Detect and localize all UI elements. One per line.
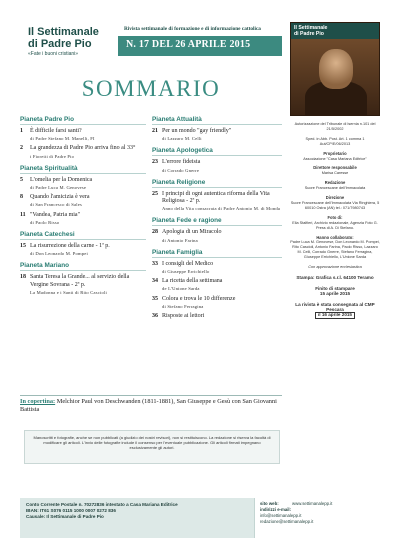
cover-title-line1: Il Settimanale (294, 25, 328, 31)
article-author: di Lazzaro M. Celli (162, 136, 202, 142)
colophon-photo (290, 216, 380, 231)
article-author: de L'Unione Sarda (162, 286, 200, 292)
redazione-value: Suore Francescane dell'Immacolata (304, 186, 366, 191)
article-author: di Corrado Gnerre (162, 167, 200, 173)
article-title: "Vandea, Patria mia" (30, 211, 81, 218)
article-author: di Padre Luca M. Genovese (30, 185, 87, 191)
colophon-print: Stampa: Grafica s.r.l. 64100 Teramo (296, 274, 374, 280)
item-text-wrap (30, 194, 146, 208)
article-author: di San Francesco di Sales (30, 202, 82, 208)
brand-title-line1: Il Settimanale (28, 26, 99, 38)
article-title: L'errore fideista (162, 159, 201, 166)
article-author: di Antonio Farina (162, 237, 198, 243)
footer (20, 498, 380, 538)
contents-item[interactable] (20, 274, 146, 296)
page-number: 36 (152, 313, 158, 320)
page-number: 11 (20, 211, 26, 218)
section-heading: Pianeta Padre Pio (20, 116, 146, 125)
article-title: I consigli del Medico (162, 260, 214, 267)
closed-label: Finito di stampare (315, 285, 355, 291)
section-heading: Pianeta Apologetica (152, 147, 282, 156)
article-author: di Giuseppe Errichiello (162, 269, 210, 275)
direzione-label: Direzione (325, 195, 345, 201)
article-title: Colora e trova le 10 differenze (162, 295, 236, 302)
iban: IBAN: IT61 S076 0115 1000 0007 0272 836 (26, 508, 116, 514)
colophon-authorization: Autorizzazione del Tribunale di Isernia n.101 del 21/5/2002 (294, 122, 376, 131)
article-author: di Stefano Ferragina (162, 303, 204, 309)
article-title: Santa Teresa la Grande... al servizio della Vergine Sovrana - 2ª p. (30, 274, 130, 288)
email-info-link[interactable]: info@settimanalepp.it (260, 513, 302, 518)
item-text-wrap (162, 296, 282, 310)
page-number: 35 (152, 295, 158, 302)
item-text-wrap (162, 278, 282, 292)
article-title: Risposte ai lettori (162, 313, 205, 320)
page-number: 23 (152, 159, 158, 166)
colophon-director (290, 166, 380, 176)
cover-title-line2: di Padre Pio (294, 31, 324, 37)
payment-info (20, 498, 254, 538)
colophon-owner (290, 152, 380, 162)
cover-title (291, 23, 379, 39)
article-title: È difficile farsi santi? (30, 128, 82, 134)
page-number: 1 (20, 128, 23, 134)
cover-thumbnail (290, 22, 380, 116)
redazione-label: Redazione (324, 180, 346, 186)
photo-label: Foto di: (327, 214, 343, 220)
cover-figure-face (319, 49, 353, 89)
contents-item[interactable] (20, 177, 146, 191)
section-heading: Pianeta Fede e ragione (152, 217, 282, 226)
item-text-wrap (30, 212, 146, 226)
masthead (20, 22, 282, 66)
section-heading: Pianeta Attualità (152, 116, 282, 125)
section-heading: Pianeta Religione (152, 179, 282, 188)
article-title: L'omelia per la Domenica (30, 176, 93, 183)
page-title: SOMMARIO (81, 76, 221, 101)
section-heading: Pianeta Catechesi (20, 231, 146, 240)
photo-value: Elia Stalfieri, Archivio redazionale, Agenzia Foto G. Press di A. Di Stefano. (292, 220, 378, 230)
page-number: 15 (20, 243, 26, 250)
item-text-wrap (30, 177, 146, 191)
page-number: 33 (152, 260, 158, 267)
colophon-postal: Sped. in Abb. Post. Art. 1 comma 1 Aut/CP/E/06/2013 (305, 136, 365, 146)
contents-item[interactable] (20, 145, 146, 159)
colophon (290, 122, 380, 319)
contents-column-right (152, 116, 282, 323)
direzione-value: Suore Francescane dell'Immacolata Via Ringhiera, 5 60010 Ostra (AN) tel.: 071/7980743 (290, 200, 380, 210)
contents-item[interactable] (20, 212, 146, 226)
item-text-wrap (162, 128, 282, 142)
owner-value: Associazione "Casa Mariana Editrice" (303, 156, 367, 161)
item-text-wrap (30, 243, 146, 257)
cover-caption-text: Melchior Paul von Deschwanden (1811-1881), San Giuseppe e Gesù con San Giovanni Battista (20, 398, 277, 413)
email-heading: indirizzi e-mail: (260, 507, 292, 512)
contents-item[interactable] (152, 128, 282, 142)
page-number: 34 (152, 278, 158, 285)
section-heading: Pianeta Spiritualità (20, 165, 146, 174)
article-author: La Madonna e i Santi di Rito Cascioli (30, 289, 107, 295)
article-title: La risurrezione della carne - 1ª p. (30, 243, 110, 250)
contents-column-left (20, 116, 146, 299)
item-text-wrap (30, 145, 146, 159)
brand-motto: «Fate i buoni cristiani» (28, 51, 79, 57)
delivered-date: il 16 aprile 2015 (315, 312, 355, 319)
page-number: 2 (20, 145, 23, 152)
article-author: i Fioretti di Padre Pio (30, 153, 75, 159)
item-text-wrap (162, 191, 282, 213)
contents-item[interactable] (152, 313, 282, 320)
contents-item[interactable] (152, 191, 282, 213)
item-text-wrap (162, 159, 282, 173)
website-label: sito web: (260, 501, 279, 506)
director-label: Direttore responsabile (313, 165, 357, 171)
postal-account: Conto Corrente Postale n. 70272836 intestato a Casa Mariana Editrice (26, 502, 178, 507)
contents-item[interactable] (152, 261, 282, 275)
magazine-subtitle: Rivista settimanale di formazione e di informazione cattolica (118, 22, 282, 36)
item-text-wrap (162, 261, 282, 275)
page-number: 28 (152, 229, 158, 236)
article-author: Anno della Vita consacrata di Padre Antonio M. di Monda (162, 206, 281, 212)
page-number: 21 (152, 128, 158, 134)
director-value: Marisa Caresse (321, 171, 349, 176)
article-title: La ricetta della settimana (162, 278, 223, 285)
website-link[interactable]: www.settimanalepp.it (292, 501, 333, 506)
cover-caption (20, 395, 282, 414)
article-author: di Paolo Risso (30, 219, 60, 225)
item-text-wrap (162, 313, 282, 320)
section-heading: Pianeta Mariano (20, 262, 146, 271)
issue-number: N. 17 DEL 26 APRILE 2015 (118, 36, 282, 56)
contents-item[interactable] (152, 296, 282, 310)
contact-info (254, 498, 380, 538)
section-heading: Pianeta Famiglia (152, 249, 282, 258)
closed-date: 15 aprile 2015 (319, 290, 351, 296)
colophon-redazione (290, 181, 380, 191)
owner-label: Proprietario (323, 150, 347, 156)
contents-item[interactable] (152, 159, 282, 173)
article-author: di Don Leonardo M. Pompei (30, 251, 88, 257)
article-title: Quando l'amicizia è vera (30, 194, 90, 201)
page-number: 25 (152, 190, 158, 197)
contents-item[interactable] (152, 278, 282, 292)
page-number: 8 (20, 194, 23, 201)
colophon-closed (290, 287, 380, 297)
colophon-delivered (290, 303, 380, 320)
delivered-text: La rivista è stata consegnata al CMP Pescara (295, 301, 375, 312)
payment-causale: Causale: Il Settimanale di Padre Pio (26, 514, 104, 520)
article-author: di Padre Stefano M. Manelli, FI (30, 136, 95, 142)
collab-value: Padre Luca M. Genovese, Don Leonardo M. Pompei, Rito Cascioli, Antonio Farina, Paolo Risso, Lazzaro M. Celli, Corrado Gnerre, Stefano Ferragina, Giuseppe Errichiello, L'Unione Sarda (290, 240, 380, 260)
collab-label: Hanno collaborato: (316, 234, 354, 240)
article-title: La grandezza di Padre Pio arriva fino al 33° (30, 145, 136, 152)
contents-item[interactable] (152, 229, 282, 243)
editorial-notice: Manoscritti e fotografie, anche se non pubblicati (a giudizio dei nostri revisori), non si restituiscono. La redazione si riserva la facoltà di modificare gli articoli. L'invio delle fotografie include il consenso per l'eventuale pubblicazione. Gli articoli firmati impegnano esclusivamente gli autori. (24, 430, 280, 464)
item-text-wrap (162, 229, 282, 243)
contents-item[interactable] (20, 128, 146, 142)
article-title: Apologia di un Miracolo (162, 229, 222, 236)
article-title: I principi di ogni autentica riforma della Vita Religiosa - 2ª p. (162, 190, 270, 205)
colophon-collaborators (290, 236, 380, 261)
email-redazione-link[interactable]: redazione@settimanalepp.it (260, 519, 314, 524)
item-text-wrap (30, 128, 146, 142)
header-bar (118, 22, 282, 66)
page-number: 5 (20, 176, 23, 183)
article-title: Per un mondo "gay friendly" (162, 128, 232, 134)
contents-item[interactable] (20, 194, 146, 208)
brand-title-line2: di Padre Pio (28, 38, 92, 50)
contents-item[interactable] (20, 243, 146, 257)
colophon-approval: Con approvazione ecclesiastica (308, 265, 362, 270)
cover-caption-label: In copertina: (20, 398, 56, 405)
colophon-direzione (290, 196, 380, 211)
item-text-wrap (30, 274, 146, 296)
brand-block (20, 22, 118, 66)
page-number: 18 (20, 274, 26, 281)
